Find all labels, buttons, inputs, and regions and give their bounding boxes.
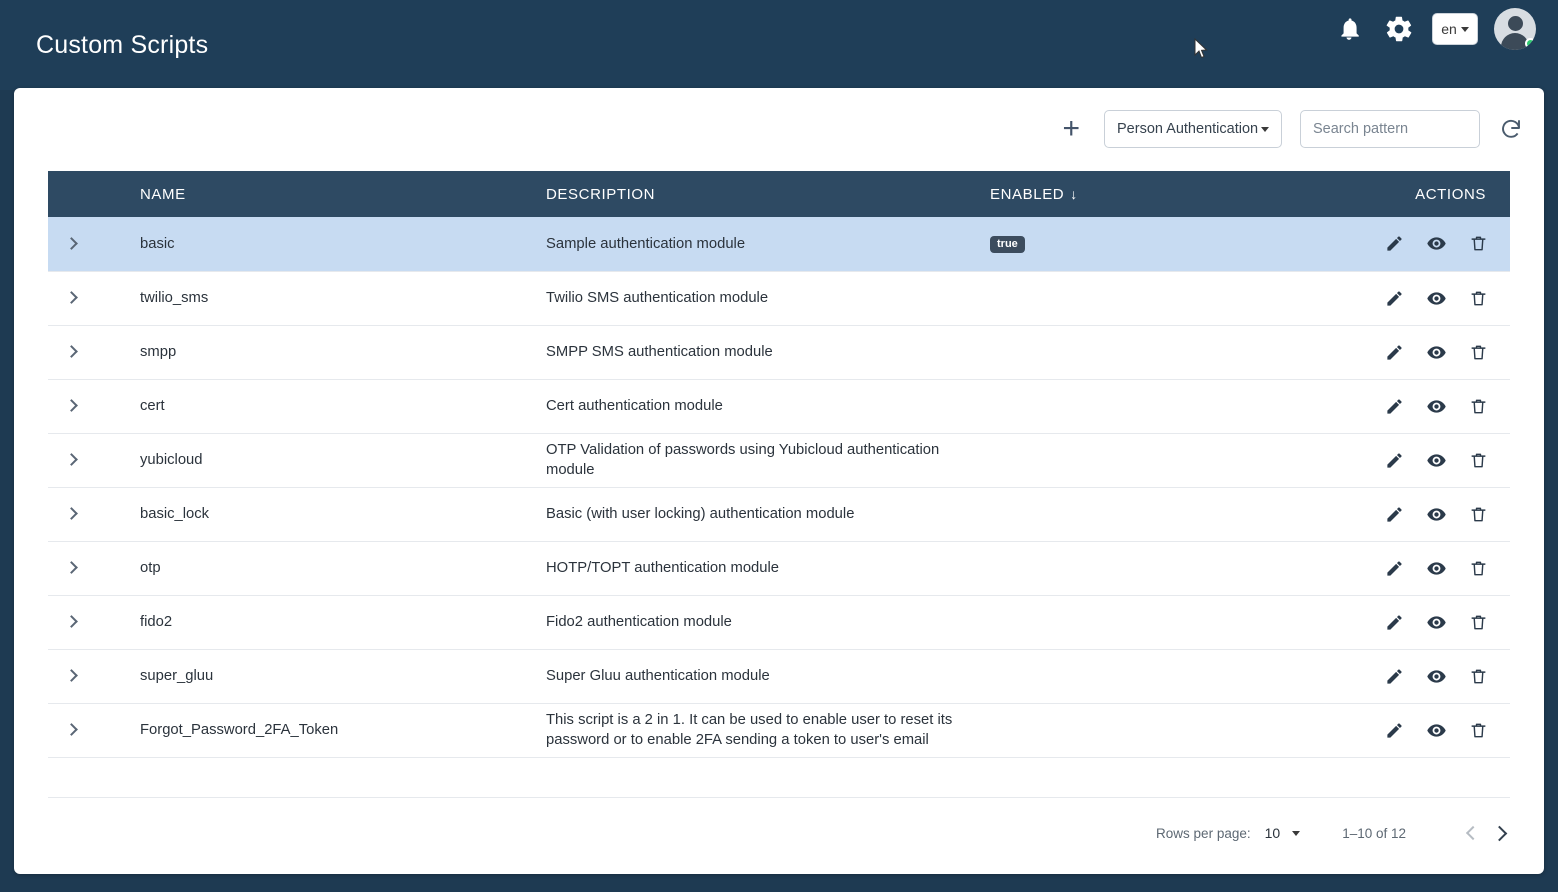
table-row[interactable]: [48, 379, 1510, 433]
previous-page-button[interactable]: [1456, 818, 1486, 848]
header-actions: [1332, 8, 1536, 50]
table-row[interactable]: [48, 271, 1510, 325]
language-value: en: [1441, 21, 1457, 37]
chevron-right-icon: [1492, 825, 1508, 841]
footer-divider: [48, 797, 1510, 798]
row-name: Forgot_Password_2FA_Token: [140, 722, 339, 738]
table-toolbar: [1056, 110, 1524, 148]
gear-icon[interactable]: [1382, 12, 1416, 46]
row-actions: [1320, 595, 1510, 649]
row-actions: [1320, 649, 1510, 703]
script-type-select[interactable]: [1104, 110, 1282, 148]
script-type-value: Person Authentication: [1117, 121, 1259, 137]
row-actions: [1320, 433, 1510, 487]
row-name: smpp: [140, 344, 177, 360]
view-icon[interactable]: [1426, 450, 1447, 471]
delete-icon[interactable]: [1469, 289, 1488, 308]
page-title: Custom Scripts: [36, 30, 209, 59]
language-selector[interactable]: [1432, 13, 1478, 45]
scripts-table: [48, 171, 1510, 758]
row-name: otp: [140, 560, 161, 576]
view-icon[interactable]: [1426, 558, 1447, 579]
edit-icon[interactable]: [1385, 667, 1404, 686]
chevron-down-icon: [1261, 127, 1269, 132]
delete-icon[interactable]: [1469, 505, 1488, 524]
table-row[interactable]: [48, 649, 1510, 703]
scripts-table-wrapper: [48, 171, 1510, 758]
view-icon[interactable]: [1426, 288, 1447, 309]
row-description: OTP Validation of passwords using Yubicloud authentication module: [546, 442, 940, 478]
row-actions: [1320, 217, 1510, 271]
rows-per-page-value: 10: [1264, 825, 1281, 841]
row-enabled: [990, 325, 1320, 379]
view-icon[interactable]: [1426, 666, 1447, 687]
row-enabled: [990, 649, 1320, 703]
table-row[interactable]: [48, 595, 1510, 649]
row-expand-cell[interactable]: [48, 325, 94, 379]
th-enabled-label: ENABLED: [990, 185, 1065, 203]
chevron-right-icon[interactable]: [65, 615, 78, 628]
th-name[interactable]: NAME: [94, 171, 546, 217]
edit-icon[interactable]: [1385, 289, 1404, 308]
delete-icon[interactable]: [1469, 234, 1488, 253]
status-badge: true: [990, 236, 1025, 253]
add-script-button[interactable]: +: [1062, 112, 1080, 145]
row-name: fido2: [140, 614, 173, 630]
edit-icon[interactable]: [1385, 343, 1404, 362]
table-row[interactable]: [48, 541, 1510, 595]
row-description: SMPP SMS authentication module: [546, 344, 773, 360]
row-enabled: [990, 379, 1320, 433]
row-expand-cell[interactable]: [48, 379, 94, 433]
edit-icon[interactable]: [1385, 505, 1404, 524]
chevron-right-icon[interactable]: [65, 345, 78, 358]
row-description: Cert authentication module: [546, 398, 723, 414]
table-body: [48, 217, 1510, 757]
row-expand-cell[interactable]: [48, 541, 94, 595]
view-icon[interactable]: [1426, 504, 1447, 525]
row-actions: [1320, 541, 1510, 595]
row-description: HOTP/TOPT authentication module: [546, 560, 780, 576]
table-row[interactable]: [48, 433, 1510, 487]
row-expand-cell[interactable]: [48, 649, 94, 703]
row-expand-cell[interactable]: [48, 271, 94, 325]
sort-descending-icon: ↓: [1070, 185, 1078, 202]
row-description: Basic (with user locking) authentication module: [546, 506, 855, 522]
row-name: cert: [140, 398, 165, 414]
row-expand-cell[interactable]: [48, 595, 94, 649]
edit-icon[interactable]: [1385, 559, 1404, 578]
row-actions: [1320, 271, 1510, 325]
delete-icon[interactable]: [1469, 451, 1488, 470]
bell-icon[interactable]: [1332, 12, 1366, 46]
row-name: basic_lock: [140, 506, 210, 522]
avatar[interactable]: [1494, 8, 1536, 50]
delete-icon[interactable]: [1469, 667, 1488, 686]
chevron-right-icon[interactable]: [65, 723, 78, 736]
row-enabled: [990, 703, 1320, 757]
pagination-range: 1–10 of 12: [1342, 825, 1406, 841]
table-footer: [1156, 818, 1516, 848]
table-row[interactable]: [48, 325, 1510, 379]
delete-icon[interactable]: [1469, 721, 1488, 740]
th-spacer: [48, 171, 94, 217]
edit-icon[interactable]: [1385, 451, 1404, 470]
rows-per-page-select[interactable]: [1265, 825, 1301, 841]
row-expand-cell[interactable]: [48, 433, 94, 487]
delete-icon[interactable]: [1469, 613, 1488, 632]
view-icon[interactable]: [1426, 233, 1447, 254]
table-row[interactable]: [48, 703, 1510, 757]
delete-icon[interactable]: [1469, 397, 1488, 416]
chevron-down-icon: [1292, 831, 1300, 836]
row-actions: [1320, 379, 1510, 433]
refresh-icon[interactable]: [1498, 116, 1524, 142]
row-enabled: [990, 271, 1320, 325]
content-card: [14, 88, 1544, 874]
edit-icon[interactable]: [1385, 721, 1404, 740]
view-icon[interactable]: [1426, 612, 1447, 633]
delete-icon[interactable]: [1469, 343, 1488, 362]
row-enabled: [990, 217, 1320, 271]
avatar-head: [1508, 16, 1523, 31]
edit-icon[interactable]: [1385, 613, 1404, 632]
table-row[interactable]: [48, 487, 1510, 541]
row-name: super_gluu: [140, 668, 214, 684]
chevron-right-icon[interactable]: [65, 669, 78, 682]
row-actions: [1320, 703, 1510, 757]
th-actions: ACTIONS: [1320, 171, 1510, 217]
edit-icon[interactable]: [1385, 397, 1404, 416]
rows-per-page-label: Rows per page:: [1156, 825, 1251, 841]
online-status-dot: [1525, 38, 1536, 49]
view-icon[interactable]: [1426, 720, 1447, 741]
chevron-right-icon[interactable]: [65, 399, 78, 412]
row-actions: [1320, 487, 1510, 541]
delete-icon[interactable]: [1469, 559, 1488, 578]
chevron-right-icon[interactable]: [65, 237, 78, 250]
row-description: Super Gluu authentication module: [546, 668, 770, 684]
th-enabled[interactable]: [990, 171, 1320, 217]
next-page-button[interactable]: [1486, 818, 1516, 848]
row-expand-cell[interactable]: [48, 703, 94, 757]
row-enabled: [990, 595, 1320, 649]
chevron-right-icon[interactable]: [65, 291, 78, 304]
table-row[interactable]: [48, 217, 1510, 271]
row-name: basic: [140, 235, 175, 252]
chevron-right-icon[interactable]: [65, 453, 78, 466]
chevron-right-icon[interactable]: [65, 507, 78, 520]
row-enabled: [990, 487, 1320, 541]
chevron-down-icon: [1461, 27, 1469, 32]
row-description: Sample authentication module: [546, 235, 746, 252]
chevron-left-icon: [1465, 826, 1479, 840]
row-name: twilio_sms: [140, 290, 209, 306]
row-name: yubicloud: [140, 452, 203, 468]
row-description: Twilio SMS authentication module: [546, 290, 769, 306]
row-description: Fido2 authentication module: [546, 614, 732, 630]
app-header: [0, 0, 1558, 90]
edit-icon[interactable]: [1385, 234, 1404, 253]
row-actions: [1320, 325, 1510, 379]
chevron-right-icon[interactable]: [65, 561, 78, 574]
row-enabled: [990, 433, 1320, 487]
row-enabled: [990, 541, 1320, 595]
row-expand-cell[interactable]: [48, 487, 94, 541]
row-expand-cell[interactable]: [48, 217, 94, 271]
row-description: This script is a 2 in 1. It can be used to enable user to reset its password or to enable 2FA sending a token to user's email: [546, 712, 953, 748]
view-icon[interactable]: [1426, 342, 1447, 363]
table-header-row: [48, 171, 1510, 217]
th-description[interactable]: DESCRIPTION: [546, 171, 990, 217]
search-input[interactable]: [1300, 110, 1480, 148]
view-icon[interactable]: [1426, 396, 1447, 417]
table-head: [48, 171, 1510, 217]
